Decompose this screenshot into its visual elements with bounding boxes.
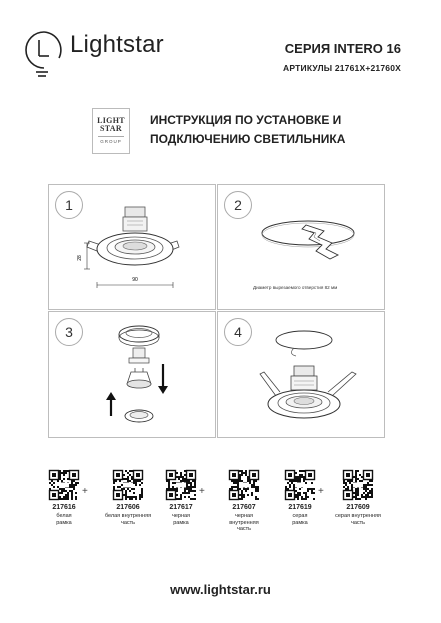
step-number: 4: [224, 318, 252, 346]
series-title: СЕРИЯ INTERO 16: [284, 41, 401, 56]
accessory-code: 217616: [52, 504, 76, 511]
accessory-description: серая рамка: [292, 513, 308, 526]
group-logo-line3: GROUP: [98, 136, 124, 144]
brand-name: Lightstar: [70, 31, 164, 58]
qr-code-icon: [113, 470, 141, 498]
step-number: 1: [55, 191, 83, 219]
step-number: 3: [55, 318, 83, 346]
qr-code-icon: [49, 470, 77, 498]
step-panel-4: [217, 311, 385, 438]
qr-code-icon: [229, 470, 257, 498]
hole-diameter-caption: Диаметр вырезаемого отверстия 82 мм: [253, 285, 338, 290]
step-panel-1: [48, 184, 216, 310]
ceiling-installation-drawing: [218, 312, 386, 439]
article-numbers: АРТИКУЛЫ 21761X+21760X: [283, 63, 401, 73]
accessory-description: черная рамка: [171, 513, 191, 526]
logo-bulb-arc: [26, 32, 44, 68]
plus-sign: +: [82, 486, 88, 497]
accessory-code: 217607: [232, 504, 256, 511]
instruction-title-line1: ИНСТРУКЦИЯ ПО УСТАНОВКЕ И: [150, 113, 342, 127]
website-url[interactable]: www.lightstar.ru: [170, 582, 271, 597]
group-logo-line1: LIGHT: [97, 116, 125, 125]
accessory-description: черная внутренняя часть: [229, 513, 259, 533]
accessory-description: белая внутренняя часть: [104, 513, 152, 526]
qr-code-icon: [285, 470, 313, 498]
accessory-code: 217617: [169, 504, 193, 511]
step-panel-3: [48, 311, 216, 438]
plus-sign: +: [199, 486, 205, 497]
step-number: 2: [224, 191, 252, 219]
dimension-height-label: 28: [77, 255, 83, 261]
accessory-code: 217606: [116, 504, 140, 511]
fixture-dimension-drawing: [49, 185, 217, 311]
qr-code-icon: [343, 470, 371, 498]
accessory-code: 217609: [346, 504, 370, 511]
step-panel-2: [217, 184, 385, 310]
lamp-assembly-drawing: [49, 312, 217, 439]
qr-code-icon: [166, 470, 194, 498]
lightstar-group-logo: [92, 108, 130, 154]
accessory-description: серая внутренняя часть: [335, 513, 381, 526]
plus-sign: +: [318, 486, 324, 497]
instruction-title-line2: ПОДКЛЮЧЕНИЮ СВЕТИЛЬНИКА: [150, 132, 346, 146]
dimension-width-label: 90: [132, 277, 138, 283]
group-logo-line2: STAR: [100, 124, 122, 133]
ceiling-cutout-drawing: [218, 185, 386, 311]
accessory-description: белая рамка: [56, 513, 72, 526]
accessory-code: 217619: [288, 504, 312, 511]
